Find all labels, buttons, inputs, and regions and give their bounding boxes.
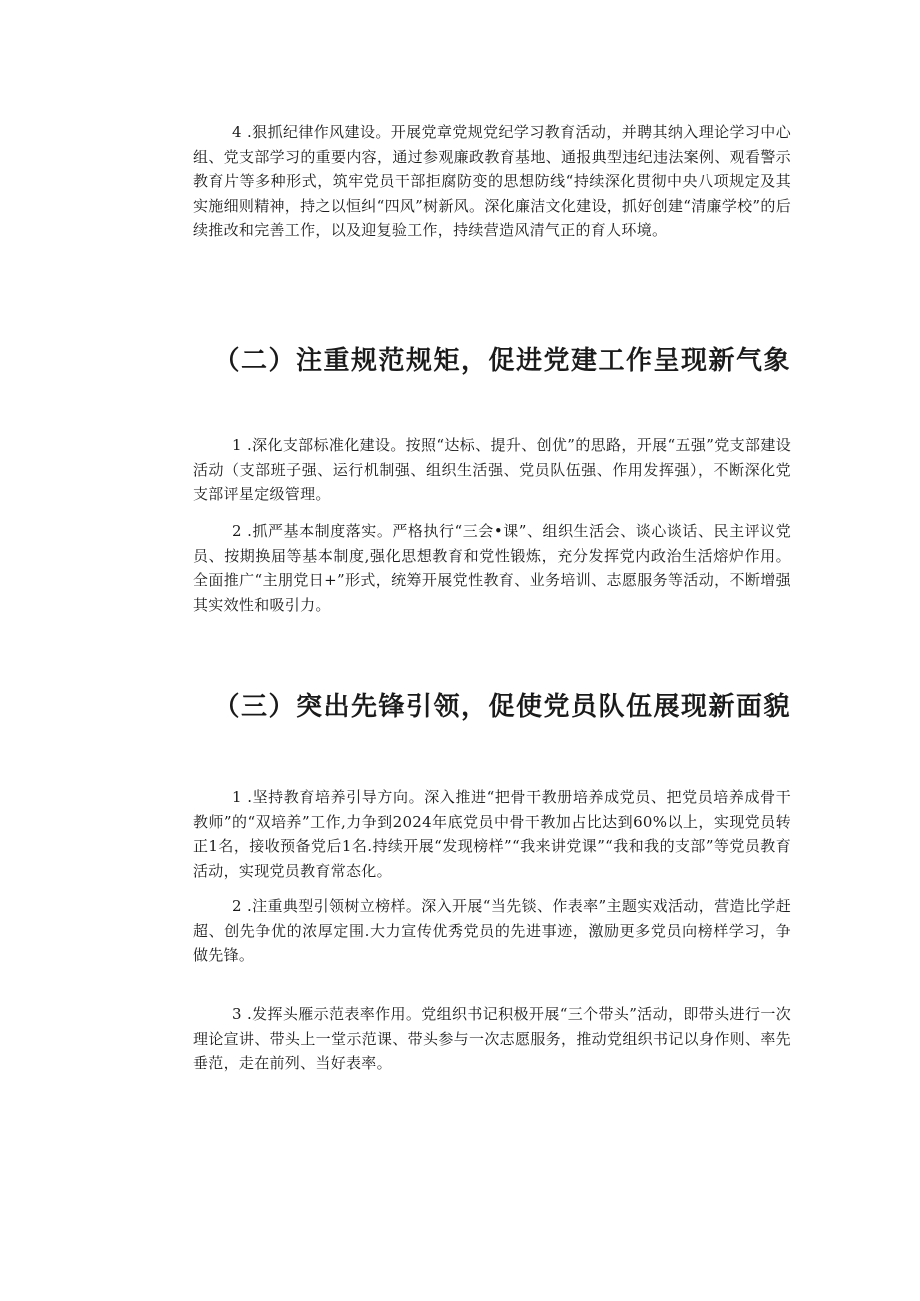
paragraph-leader-example: 3 .发挥头雁示范表率作用。党组织书记积极开展“三个带头”活动，即带头进行一次理论宣讲、带头上一堂示范课、带头参与一次志愿服务，推动党组织书记以身作则、率先垂范，走在前列、当好表率。 <box>193 1005 791 1072</box>
paragraph-branch-standardization: 1 .深化支部标准化建设。按照“达标、提升、创优”的思路，开展“五强”党支部建设活动（支部班子强、运行机制强、组织生活强、党员队伍强、作用发挥强），不断深化党支部评星定级管理。 <box>193 436 791 503</box>
paragraph-discipline-style: 4 .狠抓纪律作风建设。开展党章党规党纪学习教育活动，并聘其纳入理论学习中心组、党支部学习的重要内容，通过参观廉政教育基地、通报典型违纪违法案例、观看警示教育片等多种形式，筑牢党员干部拒腐防变的思想防线“持续深化贯彻中央八项规定及其实施细则精神，持之以恒纠“四风”树新风。深化廉洁文化建设，抓好创建“清廉学校”的后续推改和完善工作，以及迎复验工作，持续营造风清气正的育人环境。 <box>193 123 791 239</box>
paragraph-education-training: 1 .坚持教育培养引导方向。深入推进“把骨干教册培养成党员、把党员培养成骨干教师”的“双培养”工作,力争到2024年底党员中骨干教加占比达到60%以上，实现党员转正1名，接收预备党后1名.持续开展“发现榜样”“我来讲党课”“我和我的支部”等党员教育活动，实现党员教育常态化。 <box>193 788 791 880</box>
paragraph-role-models: 2 .注重典型引领树立榜样。深入开展“当先锬、作表率”主题实戏活动，营造比学赶超、创先争优的浓厚定围.大力宣传优秀党员的先进事迹，激励更多党员向榜样学习，争做先锋。 <box>193 897 791 964</box>
paragraph-basic-system: 2 .抓严基本制度落实。严格执行“三会•课”、组织生活会、谈心谈话、民主评议党员、按期换届等基本制度,强化思想教育和党性锻炼，充分发挥党内政治生活熔炉作用。全面推广“主朋党日+”形式，统筹开展党性教育、业务培训、志愿服务等活动，不断增强其实效性和吸引力。 <box>193 522 791 614</box>
section-heading-3: （三）突出先锋引领，促使党员队伍展现新面貌 <box>213 692 791 722</box>
section-heading-2: （二）注重规范规矩，促进党建工作呈现新气象 <box>213 346 791 376</box>
